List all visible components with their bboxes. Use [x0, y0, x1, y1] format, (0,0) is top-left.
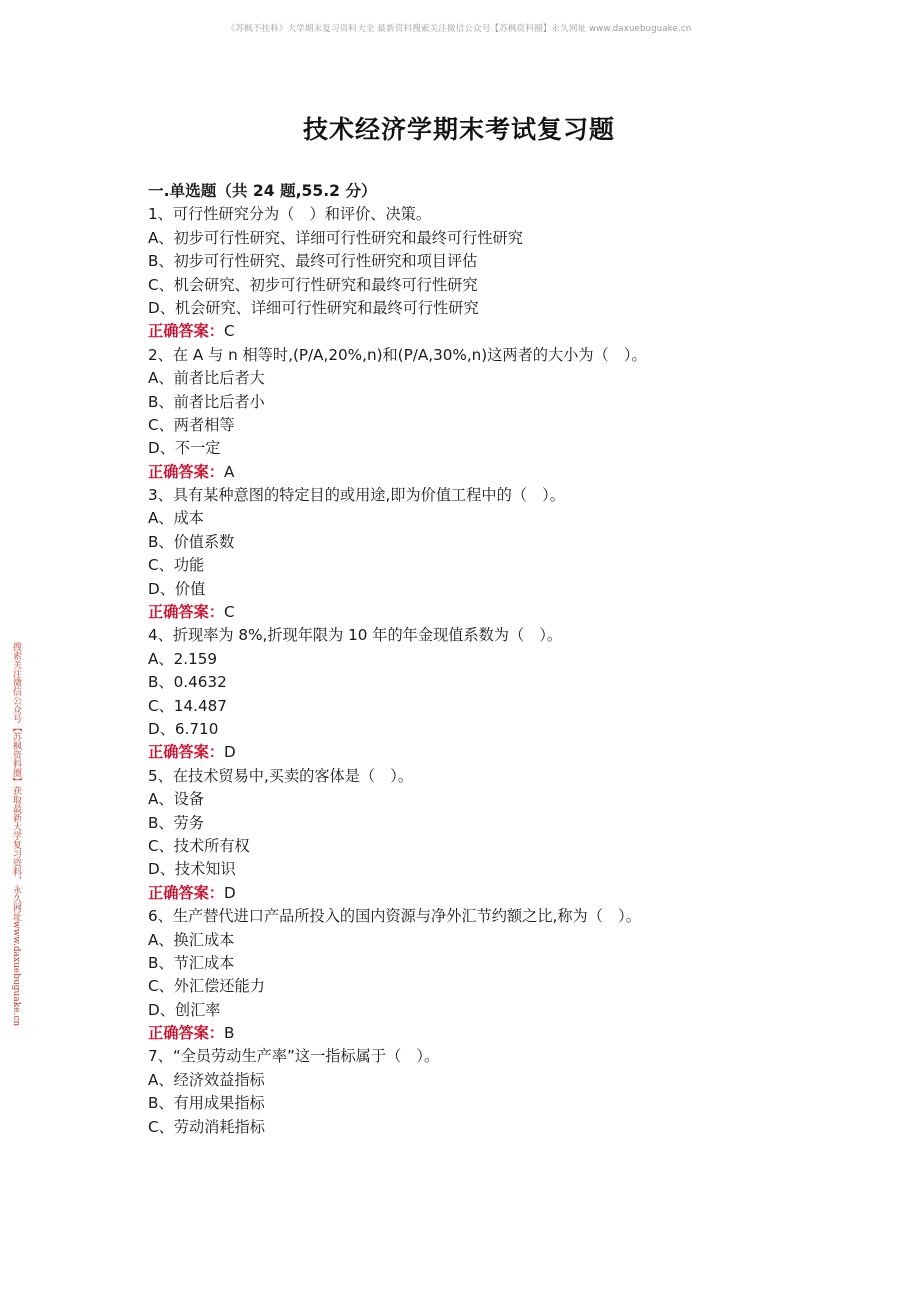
question-stem: 3、具有某种意图的特定目的或用途,即为价值工程中的（ ）。 [148, 486, 565, 505]
question-option: A、成本 [148, 509, 204, 528]
section-title: 一.单选题（共 24 题,55.2 分） [148, 182, 377, 200]
question-option: B、前者比后者小 [148, 392, 265, 411]
answer-label: 正确答案： [148, 743, 224, 762]
watermark-top: 《苏枫不挂科》大学期末复习资料大全 最新资料搜索关注微信公众号【苏枫资料圈】永久网址 www.daxuebuguake.cn [226, 24, 692, 34]
question-block [148, 765, 888, 905]
answer-value: C [223, 603, 235, 622]
question-option: B、价值系数 [148, 532, 235, 551]
question-block [148, 1045, 888, 1139]
question-option: C、技术所有权 [148, 836, 250, 855]
question-option: D、价值 [148, 579, 206, 598]
question-stem: 5、在技术贸易中,买卖的客体是（ ）。 [148, 766, 414, 785]
question-option: A、经济效益指标 [148, 1070, 265, 1089]
question-block [148, 905, 888, 1045]
correct-answer [148, 461, 888, 484]
question-option: D、技术知识 [148, 860, 236, 879]
question-option: A、2.159 [148, 649, 218, 668]
answer-value: D [223, 883, 236, 902]
question-option: C、两者相等 [148, 415, 235, 434]
question-stem: 2、在 A 与 n 相等时,(P/A,20%,n)和(P/A,30%,n)这两者的大小为（ ）。 [148, 345, 647, 364]
question-stem: 7、“全员劳动生产率”这一指标属于（ ）。 [148, 1047, 440, 1066]
correct-answer [148, 601, 888, 624]
question-option: B、劳务 [148, 813, 204, 832]
question-block [148, 203, 888, 343]
question-option: A、设备 [148, 790, 204, 809]
correct-answer [148, 320, 888, 343]
question-option: C、劳动消耗指标 [148, 1117, 265, 1136]
question-option: D、创汇率 [148, 1000, 221, 1019]
answer-label: 正确答案： [148, 322, 224, 341]
question-block [148, 344, 888, 484]
answer-value: D [223, 743, 236, 762]
answer-value: B [223, 1024, 235, 1043]
question-option: A、换汇成本 [148, 930, 235, 949]
question-option: D、不一定 [148, 439, 221, 458]
question-stem: 6、生产替代进口产品所投入的国内资源与净外汇节约额之比,称为（ ）。 [148, 907, 641, 926]
question-option: B、节汇成本 [148, 953, 235, 972]
page-title: 技术经济学期末考试复习题 [302, 115, 615, 144]
question-option: D、6.710 [148, 719, 219, 738]
question-option: B、初步可行性研究、最终可行性研究和项目评估 [148, 252, 478, 271]
correct-answer [148, 741, 888, 764]
question-option: B、有用成果指标 [148, 1094, 265, 1113]
answer-label: 正确答案： [148, 883, 224, 902]
question-stem: 4、折现率为 8%,折现年限为 10 年的年金现值系数为（ ）。 [148, 626, 563, 645]
answer-label: 正确答案： [148, 603, 224, 622]
question-option: D、机会研究、详细可行性研究和最终可行性研究 [148, 298, 479, 317]
answer-label: 正确答案： [148, 462, 224, 481]
question-option: A、前者比后者大 [148, 369, 265, 388]
question-option: C、14.487 [148, 696, 227, 715]
answer-value: A [223, 462, 235, 481]
question-option: B、0.4632 [148, 673, 227, 692]
question-option: A、初步可行性研究、详细可行性研究和最终可行性研究 [148, 228, 523, 247]
correct-answer [148, 1022, 888, 1045]
question-option: C、外汇偿还能力 [148, 977, 265, 996]
answer-value: C [223, 322, 235, 341]
question-option: C、功能 [148, 556, 205, 575]
correct-answer [148, 882, 888, 905]
answer-label: 正确答案： [148, 1024, 224, 1043]
question-block [148, 484, 888, 624]
document-content [148, 180, 888, 1139]
watermark-side: 搜索关注微信公众号【苏枫资料圈】获取最新大学复习资料，永久网址www.daxuebuguake.cn [11, 642, 21, 1027]
question-option: C、机会研究、初步可行性研究和最终可行性研究 [148, 275, 478, 294]
question-stem: 1、可行性研究分为（ ）和评价、决策。 [148, 205, 432, 224]
question-block [148, 624, 888, 764]
